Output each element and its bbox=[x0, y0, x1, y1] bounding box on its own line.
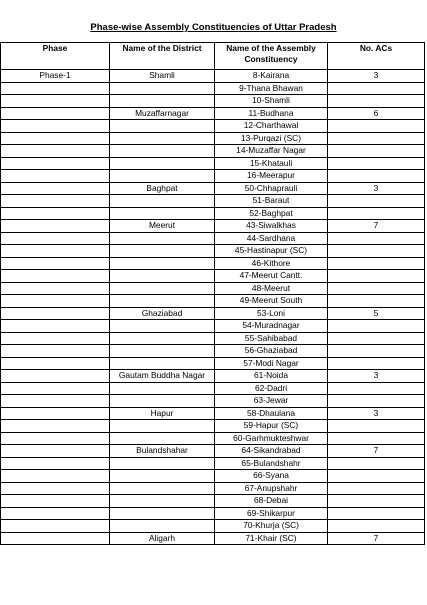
cell-ac-count bbox=[328, 420, 425, 433]
cell-constituency: 54-Muradnagar bbox=[215, 320, 328, 333]
table-row bbox=[1, 482, 425, 495]
cell-constituency: 59-Hapur (SC) bbox=[215, 420, 328, 433]
cell-ac-count bbox=[328, 332, 425, 345]
table-row bbox=[1, 332, 425, 345]
table-row bbox=[1, 345, 425, 358]
table-row bbox=[1, 182, 425, 195]
table-row bbox=[1, 295, 425, 308]
header-constituency bbox=[215, 43, 328, 70]
cell-constituency: 14-Muzaffar Nagar bbox=[215, 145, 328, 158]
table-row bbox=[1, 407, 425, 420]
cell-phase bbox=[1, 145, 110, 158]
cell-district: Aligarh bbox=[110, 532, 215, 545]
table-row bbox=[1, 495, 425, 508]
cell-district bbox=[110, 320, 215, 333]
cell-district bbox=[110, 470, 215, 483]
table-row bbox=[1, 170, 425, 183]
cell-phase bbox=[1, 507, 110, 520]
header-constituency-line1: Name of the Assembly bbox=[226, 43, 316, 53]
table-row bbox=[1, 420, 425, 433]
cell-phase bbox=[1, 82, 110, 95]
cell-ac-count bbox=[328, 207, 425, 220]
cell-phase bbox=[1, 270, 110, 283]
cell-ac-count bbox=[328, 145, 425, 158]
cell-constituency: 64-Sikandrabad bbox=[215, 445, 328, 458]
cell-ac-count: 3 bbox=[328, 370, 425, 383]
cell-district bbox=[110, 282, 215, 295]
cell-phase bbox=[1, 520, 110, 533]
cell-district: Hapur bbox=[110, 407, 215, 420]
cell-constituency: 56-Ghaziabad bbox=[215, 345, 328, 358]
cell-district bbox=[110, 395, 215, 408]
cell-phase bbox=[1, 532, 110, 545]
cell-phase bbox=[1, 195, 110, 208]
cell-constituency: 58-Dhaulana bbox=[215, 407, 328, 420]
cell-district bbox=[110, 357, 215, 370]
table-row bbox=[1, 432, 425, 445]
table-row bbox=[1, 245, 425, 258]
cell-constituency: 60-Garhmukteshwar bbox=[215, 432, 328, 445]
cell-constituency: 15-Khatauli bbox=[215, 157, 328, 170]
table-row bbox=[1, 82, 425, 95]
cell-ac-count bbox=[328, 470, 425, 483]
cell-district bbox=[110, 420, 215, 433]
cell-phase bbox=[1, 457, 110, 470]
cell-phase bbox=[1, 470, 110, 483]
cell-phase bbox=[1, 395, 110, 408]
cell-ac-count bbox=[328, 232, 425, 245]
cell-ac-count bbox=[328, 132, 425, 145]
cell-district: Meerut bbox=[110, 220, 215, 233]
table-row bbox=[1, 107, 425, 120]
cell-constituency: 57-Modi Nagar bbox=[215, 357, 328, 370]
cell-ac-count bbox=[328, 95, 425, 108]
cell-constituency: 51-Baraut bbox=[215, 195, 328, 208]
cell-phase bbox=[1, 382, 110, 395]
cell-ac-count bbox=[328, 345, 425, 358]
cell-constituency: 48-Meerut bbox=[215, 282, 328, 295]
cell-constituency: 16-Meerapur bbox=[215, 170, 328, 183]
cell-district bbox=[110, 457, 215, 470]
cell-ac-count bbox=[328, 170, 425, 183]
cell-district bbox=[110, 157, 215, 170]
cell-district: Gautam Buddha Nagar bbox=[110, 370, 215, 383]
cell-phase bbox=[1, 445, 110, 458]
cell-district: Shamli bbox=[110, 70, 215, 83]
header-constituency-line2: Constituency bbox=[244, 54, 298, 64]
cell-ac-count bbox=[328, 195, 425, 208]
cell-phase bbox=[1, 370, 110, 383]
cell-constituency: 50-Chhaprauli bbox=[215, 182, 328, 195]
cell-ac-count: 7 bbox=[328, 532, 425, 545]
cell-ac-count bbox=[328, 520, 425, 533]
table-row bbox=[1, 395, 425, 408]
cell-district bbox=[110, 120, 215, 133]
table-row bbox=[1, 507, 425, 520]
cell-ac-count bbox=[328, 357, 425, 370]
cell-phase bbox=[1, 257, 110, 270]
table-body bbox=[1, 70, 425, 545]
cell-ac-count bbox=[328, 245, 425, 258]
cell-district bbox=[110, 495, 215, 508]
cell-district bbox=[110, 170, 215, 183]
cell-phase bbox=[1, 170, 110, 183]
cell-ac-count: 5 bbox=[328, 307, 425, 320]
header-phase: Phase bbox=[1, 43, 110, 70]
cell-district bbox=[110, 432, 215, 445]
cell-ac-count bbox=[328, 482, 425, 495]
table-row bbox=[1, 282, 425, 295]
cell-ac-count bbox=[328, 257, 425, 270]
cell-ac-count: 7 bbox=[328, 220, 425, 233]
cell-district bbox=[110, 232, 215, 245]
cell-ac-count: 3 bbox=[328, 70, 425, 83]
cell-phase bbox=[1, 282, 110, 295]
cell-district: Bulandshahar bbox=[110, 445, 215, 458]
cell-ac-count: 6 bbox=[328, 107, 425, 120]
table-row bbox=[1, 120, 425, 133]
cell-district bbox=[110, 482, 215, 495]
table-row bbox=[1, 220, 425, 233]
cell-constituency: 71-Khair (SC) bbox=[215, 532, 328, 545]
cell-district bbox=[110, 95, 215, 108]
cell-constituency: 11-Budhana bbox=[215, 107, 328, 120]
cell-phase bbox=[1, 407, 110, 420]
cell-ac-count: 7 bbox=[328, 445, 425, 458]
table-row bbox=[1, 257, 425, 270]
cell-constituency: 43-Siwalkhas bbox=[215, 220, 328, 233]
cell-constituency: 63-Jewar bbox=[215, 395, 328, 408]
cell-ac-count bbox=[328, 82, 425, 95]
cell-constituency: 68-Debai bbox=[215, 495, 328, 508]
cell-phase bbox=[1, 295, 110, 308]
cell-district bbox=[110, 520, 215, 533]
cell-constituency: 62-Dadri bbox=[215, 382, 328, 395]
cell-phase bbox=[1, 132, 110, 145]
cell-phase bbox=[1, 332, 110, 345]
cell-district bbox=[110, 382, 215, 395]
cell-constituency: 44-Sardhana bbox=[215, 232, 328, 245]
cell-ac-count bbox=[328, 507, 425, 520]
cell-constituency: 65-Bulandshahr bbox=[215, 457, 328, 470]
cell-constituency: 9-Thana Bhawan bbox=[215, 82, 328, 95]
cell-ac-count bbox=[328, 157, 425, 170]
cell-phase bbox=[1, 232, 110, 245]
cell-district bbox=[110, 345, 215, 358]
cell-phase bbox=[1, 107, 110, 120]
cell-phase bbox=[1, 157, 110, 170]
table-row bbox=[1, 195, 425, 208]
table-row bbox=[1, 145, 425, 158]
cell-ac-count: 3 bbox=[328, 407, 425, 420]
cell-district bbox=[110, 332, 215, 345]
cell-ac-count bbox=[328, 270, 425, 283]
cell-district bbox=[110, 245, 215, 258]
table-row bbox=[1, 232, 425, 245]
cell-phase bbox=[1, 207, 110, 220]
cell-phase bbox=[1, 495, 110, 508]
cell-ac-count bbox=[328, 120, 425, 133]
table-header-row bbox=[1, 43, 425, 70]
table-row bbox=[1, 70, 425, 83]
cell-district bbox=[110, 145, 215, 158]
cell-constituency: 10-Shamli bbox=[215, 95, 328, 108]
cell-district bbox=[110, 295, 215, 308]
cell-constituency: 69-Shikarpur bbox=[215, 507, 328, 520]
cell-district bbox=[110, 207, 215, 220]
cell-district bbox=[110, 257, 215, 270]
cell-phase bbox=[1, 345, 110, 358]
cell-district bbox=[110, 132, 215, 145]
cell-ac-count bbox=[328, 395, 425, 408]
cell-district bbox=[110, 82, 215, 95]
table-row bbox=[1, 270, 425, 283]
table-row bbox=[1, 382, 425, 395]
cell-constituency: 53-Loni bbox=[215, 307, 328, 320]
table-row bbox=[1, 445, 425, 458]
cell-phase bbox=[1, 420, 110, 433]
cell-phase bbox=[1, 120, 110, 133]
cell-phase bbox=[1, 432, 110, 445]
cell-district bbox=[110, 270, 215, 283]
table-row bbox=[1, 207, 425, 220]
table-row bbox=[1, 532, 425, 545]
cell-ac-count bbox=[328, 320, 425, 333]
cell-phase bbox=[1, 320, 110, 333]
table-row bbox=[1, 132, 425, 145]
header-acs: No. ACs bbox=[328, 43, 425, 70]
cell-constituency: 52-Baghpat bbox=[215, 207, 328, 220]
table-row bbox=[1, 357, 425, 370]
cell-constituency: 12-Charthawal bbox=[215, 120, 328, 133]
cell-phase bbox=[1, 245, 110, 258]
cell-constituency: 47-Meerut Cantt. bbox=[215, 270, 328, 283]
cell-constituency: 45-Hastinapur (SC) bbox=[215, 245, 328, 258]
table-row bbox=[1, 157, 425, 170]
cell-constituency: 55-Sahibabad bbox=[215, 332, 328, 345]
cell-constituency: 67-Anupshahr bbox=[215, 482, 328, 495]
cell-ac-count bbox=[328, 495, 425, 508]
cell-phase bbox=[1, 95, 110, 108]
cell-district: Baghpat bbox=[110, 182, 215, 195]
cell-ac-count bbox=[328, 457, 425, 470]
cell-phase bbox=[1, 482, 110, 495]
cell-ac-count bbox=[328, 295, 425, 308]
cell-constituency: 8-Kairana bbox=[215, 70, 328, 83]
cell-constituency: 70-Khurja (SC) bbox=[215, 520, 328, 533]
constituency-table bbox=[0, 42, 425, 545]
cell-district bbox=[110, 195, 215, 208]
cell-constituency: 61-Noida bbox=[215, 370, 328, 383]
cell-constituency: 46-Kithore bbox=[215, 257, 328, 270]
header-district: Name of the District bbox=[110, 43, 215, 70]
cell-constituency: 49-Meerut South bbox=[215, 295, 328, 308]
cell-constituency: 13-Purqazi (SC) bbox=[215, 132, 328, 145]
cell-ac-count bbox=[328, 432, 425, 445]
cell-phase: Phase-1 bbox=[1, 70, 110, 83]
cell-phase bbox=[1, 357, 110, 370]
table-row bbox=[1, 520, 425, 533]
cell-constituency: 66-Syana bbox=[215, 470, 328, 483]
cell-ac-count bbox=[328, 282, 425, 295]
table-row bbox=[1, 457, 425, 470]
document-title: Phase-wise Assembly Constituencies of Uttar Pradesh bbox=[90, 22, 337, 33]
table-row bbox=[1, 470, 425, 483]
cell-phase bbox=[1, 307, 110, 320]
table-row bbox=[1, 370, 425, 383]
table-row bbox=[1, 320, 425, 333]
cell-district: Muzaffarnagar bbox=[110, 107, 215, 120]
table-row bbox=[1, 95, 425, 108]
cell-ac-count bbox=[328, 382, 425, 395]
cell-phase bbox=[1, 182, 110, 195]
cell-phase bbox=[1, 220, 110, 233]
table-row bbox=[1, 307, 425, 320]
cell-ac-count: 3 bbox=[328, 182, 425, 195]
cell-district: Ghaziabad bbox=[110, 307, 215, 320]
cell-district bbox=[110, 507, 215, 520]
